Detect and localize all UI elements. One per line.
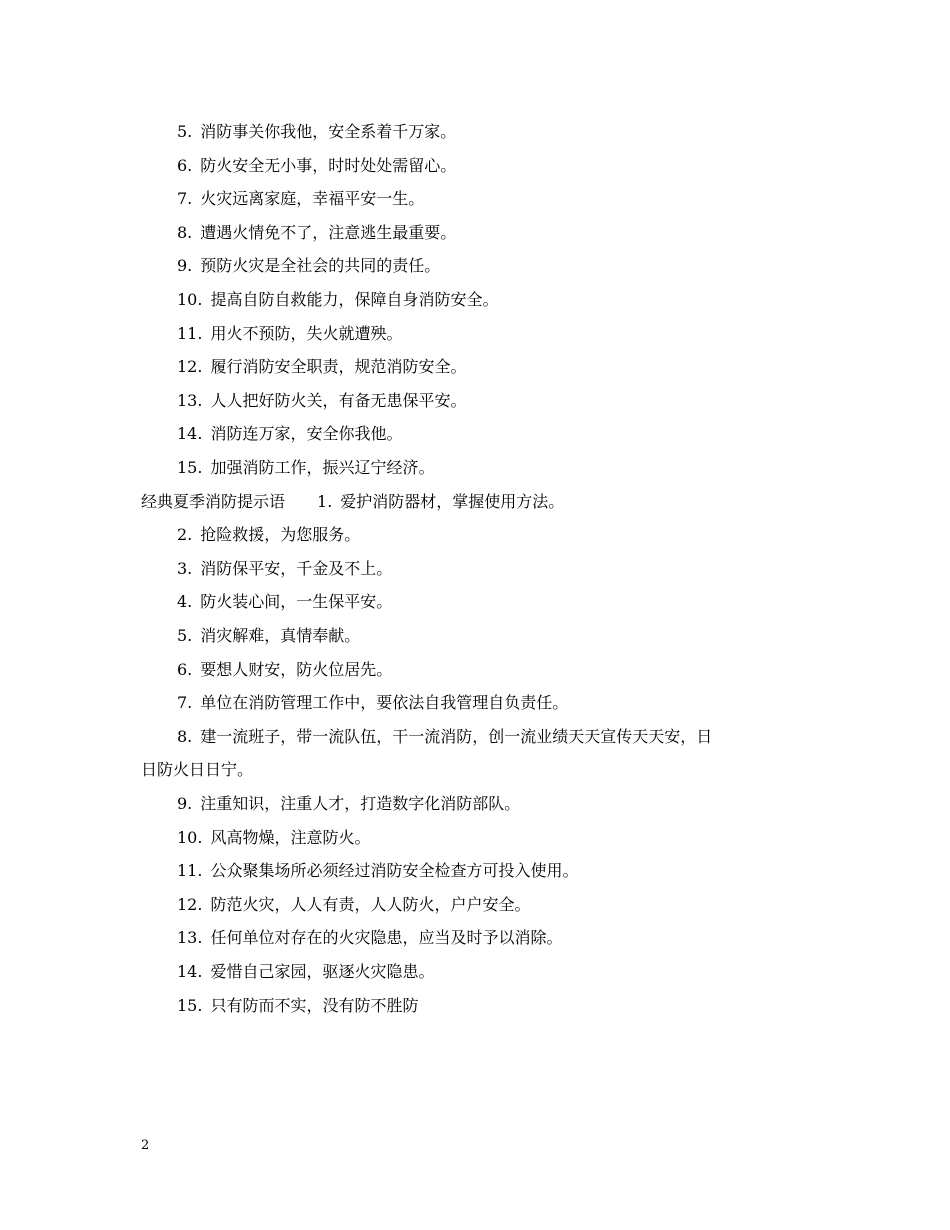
list-item-text: 预防火灾是全社会的共同的责任。 [200, 256, 441, 276]
list-item-number: 7. [177, 693, 193, 713]
list-item-number: 3. [177, 558, 193, 578]
list-item-number: 14. [177, 962, 203, 981]
list-item [177, 794, 520, 814]
section-heading: 经典夏季消防提示语 [141, 491, 286, 511]
list-item [177, 189, 424, 209]
list-item-number: 4. [177, 592, 193, 612]
list-item [177, 727, 712, 747]
list-item-number: 7. [177, 189, 193, 209]
list-item [177, 592, 392, 612]
list-item-number: 15. [177, 995, 203, 1015]
list-item-number: 8. [177, 726, 193, 746]
list-item [177, 828, 370, 848]
list-item-text: 公众聚集场所必须经过消防安全检查方可投入使用。 [210, 861, 579, 881]
list-item-number: 11. [177, 861, 203, 881]
list-item [177, 223, 456, 243]
section-heading-line [141, 492, 564, 512]
list-item-number: 8. [177, 222, 193, 242]
list-item-number: 10. [177, 290, 203, 309]
list-item [177, 156, 456, 176]
list-item-number: 5. [177, 626, 193, 645]
list-item-text: 提高自防自救能力，保障自身消防安全。 [210, 290, 499, 309]
list-item-text: 防火安全无小事，时时处处需留心。 [200, 155, 457, 175]
list-item-text: 履行消防安全职责，规范消防安全。 [210, 357, 467, 377]
list-item-number: 9. [177, 794, 193, 813]
list-item-number: 1. [317, 491, 333, 511]
list-item-text: 消防保平安，千金及不上。 [200, 558, 393, 578]
list-item-number: 12. [177, 894, 203, 914]
list-item [177, 525, 360, 545]
list-item-number: 5. [177, 122, 193, 141]
list-item [177, 256, 440, 276]
list-item [177, 424, 402, 444]
list-item [177, 895, 530, 915]
list-item-number: 6. [177, 659, 193, 679]
list-item-number: 11. [177, 323, 203, 343]
list-item [177, 290, 498, 310]
list-item [177, 357, 466, 377]
list-item [177, 660, 392, 680]
list-item-number: 15. [177, 458, 203, 477]
list-item-text: 消防连万家，安全你我他。 [210, 424, 403, 444]
list-item-text: 建一流班子，带一流队伍，干一流消防，创一流业绩天天宣传天天安，日 [200, 726, 713, 746]
list-item-text: 抢险救援，为您服务。 [200, 525, 361, 545]
list-item-number: 14. [177, 424, 203, 444]
list-item-text: 遭遇火情免不了，注意逃生最重要。 [200, 222, 457, 242]
list-item-text: 日防火日日宁。 [141, 760, 254, 780]
list-item-text: 加强消防工作，振兴辽宁经济。 [210, 458, 435, 477]
list-item [177, 559, 392, 579]
list-item-text: 要想人财安，防火位居先。 [200, 659, 393, 679]
list-item-number: 10. [177, 827, 203, 847]
list-item-text: 火灾远离家庭，幸福平安一生。 [200, 189, 425, 209]
list-item-continuation [141, 760, 253, 780]
list-item-text: 人人把好防火关，有备无患保平安。 [210, 390, 467, 410]
list-item [177, 996, 418, 1016]
list-item-text: 防火装心间，一生保平安。 [200, 592, 393, 612]
list-item [177, 962, 434, 982]
list-item-number: 12. [177, 357, 203, 377]
page-number: 2 [141, 1138, 150, 1153]
list-item-text: 防范火灾，人人有责，人人防火，户户安全。 [210, 894, 531, 914]
list-item [177, 324, 402, 344]
list-item [177, 861, 578, 881]
list-item-text: 风高物燥，注意防火。 [210, 827, 371, 847]
list-item-text: 爱护消防器材，掌握使用方法。 [340, 491, 565, 511]
list-item-number: 13. [177, 390, 203, 410]
list-item-text: 任何单位对存在的火灾隐患，应当及时予以消除。 [210, 928, 563, 948]
list-item-text: 消灾解难，真情奉献。 [200, 626, 361, 645]
list-item-number: 6. [177, 155, 193, 175]
list-item [177, 391, 466, 411]
list-item [177, 928, 562, 948]
list-item-text: 用火不预防，失火就遭殃。 [210, 323, 403, 343]
list-item [177, 626, 360, 646]
list-item [177, 693, 568, 713]
list-item-text: 单位在消防管理工作中，要依法自我管理自负责任。 [200, 693, 569, 713]
list-item-number: 9. [177, 256, 193, 276]
list-item-text: 消防事关你我他，安全系着千万家。 [200, 122, 457, 141]
list-item [177, 122, 456, 142]
list-item [177, 458, 434, 478]
list-item-number: 13. [177, 928, 203, 948]
list-item-text: 只有防而不实，没有防不胜防 [210, 995, 419, 1015]
list-item-text: 注重知识，注重人才，打造数字化消防部队。 [200, 794, 521, 813]
list-item-text: 爱惜自己家园，驱逐火灾隐患。 [210, 962, 435, 981]
list-item-number: 2. [177, 525, 193, 545]
